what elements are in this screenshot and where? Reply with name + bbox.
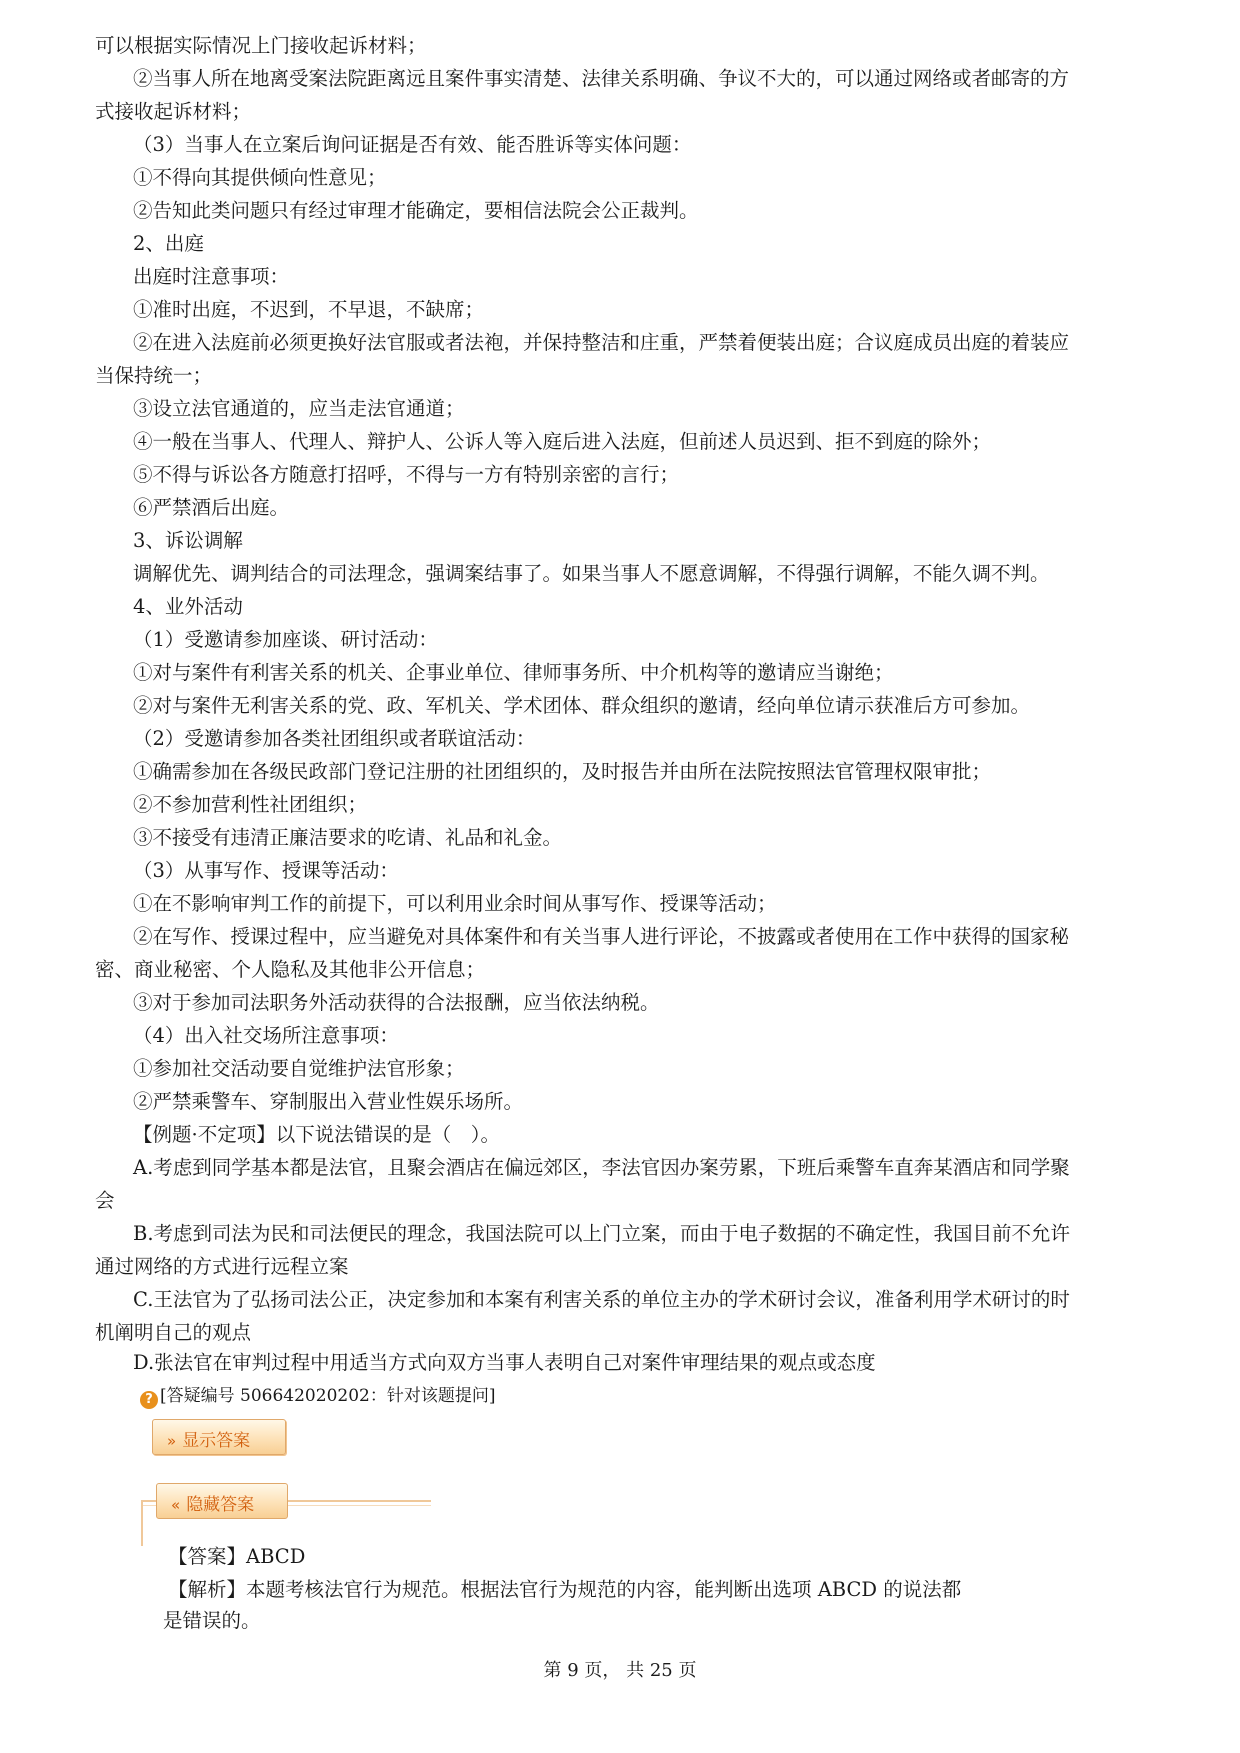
option-b: B.考虑到司法为民和司法便民的理念，我国法院可以上门立案，而由于电子数据的不确定性，我国目前不允许 [133, 1222, 1071, 1245]
page-footer: 第 9 页， 共 25 页 [543, 1660, 697, 1681]
text-line: ②告知此类问题只有经过审理才能确定，要相信法院会公正裁判。 [133, 199, 699, 222]
text-line: ②不参加营利性社团组织； [133, 793, 368, 816]
question-icon: ? [140, 1391, 158, 1409]
show-answer-label: 显示答案 [182, 1431, 251, 1451]
hide-answer-label: 隐藏答案 [186, 1495, 255, 1515]
text-line: ②在进入法庭前必须更换好法官服或者法袍，并保持整洁和庄重，严禁着便装出庭；合议庭成员出庭的着装应 [133, 331, 1070, 354]
question-stem: 【例题·不定项】以下说法错误的是（ ）。 [133, 1123, 500, 1146]
text-line: ③不接受有违清正廉洁要求的吃请、礼品和礼金。 [133, 826, 563, 849]
text-line: ④一般在当事人、代理人、辩护人、公诉人等入庭后进入法庭，但前述人员迟到、拒不到庭的除外； [133, 430, 992, 453]
option-a-cont: 会 [95, 1189, 115, 1212]
answer-text: 【答案】ABCD [168, 1545, 306, 1568]
text-line: ①对与案件有利害关系的机关、企事业单位、律师事务所、中介机构等的邀请应当谢绝； [133, 661, 894, 684]
section-heading: 2、出庭 [133, 232, 204, 255]
text-line: ②对与案件无利害关系的党、政、军机关、学术团体、群众组织的邀请，经向单位请示获准后方可参加。 [133, 694, 1031, 717]
text-line: ⑥严禁酒后出庭。 [133, 496, 290, 519]
text-line: ②在写作、授课过程中，应当避免对具体案件和有关当事人进行评论，不披露或者使用在工作中获得的国家秘 [133, 925, 1070, 948]
text-line: （3）从事写作、授课等活动： [133, 859, 399, 882]
text-line: 调解优先、调判结合的司法理念，强调案结事了。如果当事人不愿意调解，不得强行调解，不能久调不判。 [133, 562, 1050, 585]
text-line: ⑤不得与诉讼各方随意打招呼，不得与一方有特别亲密的言行； [133, 463, 680, 486]
section-heading: 3、诉讼调解 [133, 529, 243, 552]
text-line: ①确需参加在各级民政部门登记注册的社团组织的，及时报告并由所在法院按照法官管理权限审批； [133, 760, 992, 783]
text-line: ①在不影响审判工作的前提下，可以利用业余时间从事写作、授课等活动； [133, 892, 777, 915]
text-line: 密、商业秘密、个人隐私及其他非公开信息； [95, 958, 486, 981]
show-answer-button[interactable] [152, 1419, 286, 1455]
text-line: ①不得向其提供倾向性意见； [133, 166, 387, 189]
ask-question-label: [答疑编号 506642020202：针对该题提问] [160, 1386, 496, 1406]
text-line: （2）受邀请参加各类社团组织或者联谊活动： [133, 727, 536, 750]
text-line: 出庭时注意事项： [133, 265, 290, 288]
text-line: ②严禁乘警车、穿制服出入营业性娱乐场所。 [133, 1090, 524, 1113]
text-line: 可以根据实际情况上门接收起诉材料； [95, 34, 427, 57]
text-line: （4）出入社交场所注意事项： [133, 1024, 399, 1047]
text-line: ①准时出庭，不迟到，不早退，不缺席； [133, 298, 485, 321]
option-c-cont: 机阐明自己的观点 [95, 1321, 252, 1344]
text-line: 当保持统一； [95, 364, 213, 387]
hide-answer-button[interactable] [156, 1483, 288, 1519]
option-c: C.王法官为了弘扬司法公正，决定参加和本案有利害关系的单位主办的学术研讨会议，准备利用学术研讨的时 [133, 1288, 1070, 1311]
option-a: A.考虑到同学基本都是法官，且聚会酒店在偏远郊区，李法官因办案劳累，下班后乘警车直奔某酒店和同学聚 [133, 1156, 1070, 1179]
analysis-text-cont: 是错误的。 [163, 1609, 261, 1632]
text-line: （1）受邀请参加座谈、研讨活动： [133, 628, 438, 651]
text-line: ①参加社交活动要自觉维护法官形象； [133, 1057, 465, 1080]
section-heading: 4、业外活动 [133, 595, 243, 618]
double-chevron-icon: » [167, 1432, 177, 1450]
analysis-text: 【解析】本题考核法官行为规范。根据法官行为规范的内容，能判断出选项 ABCD 的说法都 [168, 1578, 962, 1601]
double-chevron-up-icon: « [171, 1496, 181, 1514]
option-b-cont: 通过网络的方式进行远程立案 [95, 1255, 349, 1278]
text-line: （3）当事人在立案后询问证据是否有效、能否胜诉等实体问题： [133, 133, 692, 156]
text-line: ③对于参加司法职务外活动获得的合法报酬，应当依法纳税。 [133, 991, 660, 1014]
text-line: 式接收起诉材料； [95, 100, 252, 123]
answer-panel-border [141, 1500, 143, 1546]
ask-question-link[interactable] [140, 1385, 495, 1409]
text-line: ②当事人所在地离受案法院距离远且案件事实清楚、法律关系明确、争议不大的，可以通过网络或者邮寄的方 [133, 67, 1070, 90]
text-line: ③设立法官通道的，应当走法官通道； [133, 397, 465, 420]
option-d: D.张法官在审判过程中用适当方式向双方当事人表明自己对案件审理结果的观点或态度 [133, 1351, 876, 1374]
